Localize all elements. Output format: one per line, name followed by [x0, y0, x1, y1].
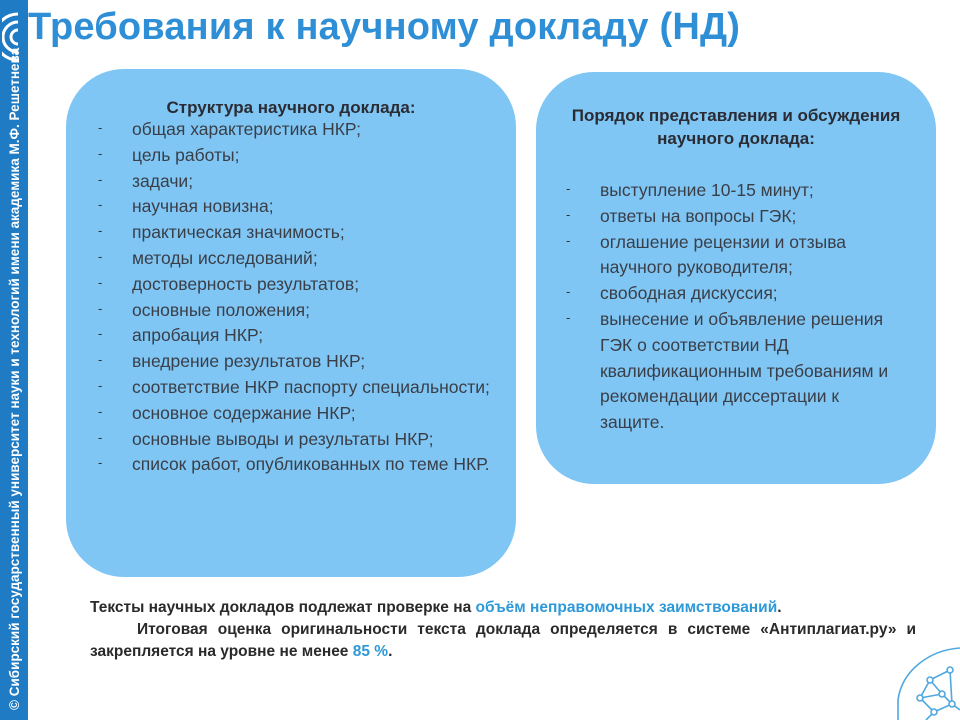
- structure-card: [66, 69, 516, 577]
- list-item-text: общая характеристика НКР;: [132, 119, 362, 139]
- originality-note-end: .: [388, 643, 393, 660]
- dash-bullet-icon: -: [98, 326, 103, 342]
- list-item-text: научная новизна;: [132, 196, 274, 217]
- dash-bullet-icon: -: [566, 181, 571, 196]
- list-item: [98, 246, 492, 272]
- list-item: [98, 323, 492, 349]
- dash-bullet-icon: -: [98, 171, 103, 187]
- list-item: [566, 281, 900, 307]
- list-item: [566, 307, 900, 436]
- dash-bullet-icon: -: [98, 455, 103, 471]
- list-item: [98, 401, 492, 427]
- dash-bullet-icon: -: [98, 352, 103, 368]
- list-item-text: ответы на вопросы ГЭК;: [600, 205, 797, 226]
- list-item-text: основные положения;: [132, 299, 310, 320]
- structure-card-title: Структура научного доклада:: [166, 98, 416, 117]
- dash-bullet-icon: -: [98, 274, 103, 290]
- list-item: [566, 230, 900, 282]
- dash-bullet-icon: -: [98, 403, 103, 419]
- list-item: [98, 452, 492, 478]
- network-decoration-icon: [890, 640, 960, 720]
- list-item: [98, 272, 492, 298]
- dash-bullet-icon: -: [98, 145, 103, 161]
- procedure-card: [536, 72, 936, 484]
- list-item: [98, 427, 492, 453]
- dash-bullet-icon: -: [98, 223, 103, 239]
- list-item: [98, 194, 492, 220]
- list-item-text: апробация НКР;: [132, 325, 264, 346]
- originality-note: [90, 619, 916, 663]
- dash-bullet-icon: -: [98, 197, 103, 213]
- dash-bullet-icon: -: [566, 206, 571, 222]
- list-item-text: основные выводы и результаты НКР;: [132, 428, 434, 449]
- procedure-list: [566, 178, 900, 436]
- list-item-text: список работ, опубликованных по теме НКР.: [132, 454, 490, 475]
- dash-bullet-icon: -: [98, 248, 103, 264]
- list-item-text: достоверность результатов;: [132, 273, 360, 294]
- dash-bullet-icon: -: [98, 120, 103, 135]
- originality-note-text: Итоговая оценка оригинальности текста доклада определяется в системе «Антиплагиат.ру» и закрепляется на уровне не менее: [90, 621, 916, 660]
- university-name-text: Сибирский государственный университет науки и технологий имени академика М.Ф. Решетнева: [7, 47, 22, 697]
- list-item-text: свободная дискуссия;: [600, 283, 778, 304]
- page-title: Требования к научному докладу (НД): [28, 6, 741, 48]
- originality-threshold: 85 %: [352, 643, 389, 660]
- list-item-text: методы исследований;: [132, 247, 318, 268]
- list-item: [98, 375, 492, 401]
- list-item-text: выступление 10-15 минут;: [600, 180, 814, 200]
- dash-bullet-icon: -: [566, 284, 571, 300]
- list-item: [98, 349, 492, 375]
- dash-bullet-icon: -: [566, 232, 571, 248]
- list-item: [98, 298, 492, 324]
- plagiarism-highlight: объём неправомочных заимствований: [475, 599, 778, 616]
- list-item-text: вынесение и объявление решения ГЭК о соответствии НД квалификационным требованиям и рекомендации диссертации к защите.: [600, 308, 889, 433]
- dash-bullet-icon: -: [98, 377, 103, 393]
- bottom-note: [90, 597, 916, 663]
- dash-bullet-icon: -: [566, 309, 571, 325]
- plagiarism-note-end: .: [777, 599, 782, 616]
- list-item-text: оглашение рецензии и отзыва научного руководителя;: [600, 231, 847, 278]
- list-item: [566, 204, 900, 230]
- copyright-mark: ©: [7, 700, 22, 710]
- plagiarism-note: [90, 597, 916, 619]
- list-item-text: задачи;: [132, 170, 194, 191]
- dash-bullet-icon: -: [98, 429, 103, 445]
- list-item-text: внедрение результатов НКР;: [132, 351, 366, 372]
- plagiarism-note-text: Тексты научных докладов подлежат проверке на: [90, 599, 476, 616]
- list-item: [98, 143, 492, 169]
- list-item: [98, 220, 492, 246]
- university-name: [5, 47, 25, 710]
- structure-list: [98, 117, 492, 478]
- list-item-text: соответствие НКР паспорту специальности;: [132, 376, 490, 397]
- list-item-text: цель работы;: [132, 144, 240, 165]
- list-item-text: основное содержание НКР;: [132, 402, 356, 423]
- list-item: [98, 169, 492, 195]
- dash-bullet-icon: -: [98, 300, 103, 316]
- list-item-text: практическая значимость;: [132, 222, 345, 243]
- list-item: [566, 178, 900, 204]
- procedure-card-title: Порядок представления и обсуждения научного доклада:: [571, 106, 901, 148]
- list-item: [98, 117, 492, 143]
